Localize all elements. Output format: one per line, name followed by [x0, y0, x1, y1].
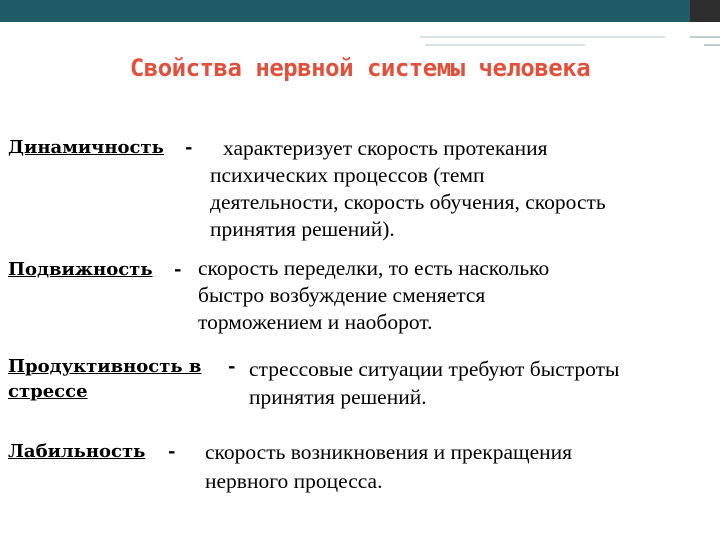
accent-line	[704, 44, 720, 46]
definition-line: деятельности, скорость обучения, скорость	[210, 190, 606, 214]
accent-line	[420, 36, 665, 38]
definition-line: психических процессов (темп	[210, 163, 485, 187]
definition-line: быстро возбуждение сменяется	[198, 283, 486, 307]
term-dash: -	[228, 356, 236, 377]
term-dash: -	[168, 441, 176, 462]
top-bar-dark-segment	[690, 0, 720, 22]
definition-line: принятия решений.	[249, 385, 427, 409]
definition-line: нервного процесса.	[205, 469, 383, 493]
term-dash: -	[185, 137, 193, 158]
definition-line: характеризует скорость протекания	[223, 136, 548, 160]
term-dinamichnost: Динамичность	[8, 137, 164, 158]
slide-title: Свойства нервной системы человека	[129, 54, 591, 82]
term-produktivnost-line2: стрессе	[8, 381, 88, 402]
accent-line	[690, 36, 720, 38]
accent-line	[425, 44, 585, 46]
term-labilnost: Лабильность	[8, 441, 146, 462]
slide-top-bar	[0, 0, 720, 22]
definition-line: стрессовые ситуации требуют быстроты	[249, 357, 620, 381]
definition-line: скорость переделки, то есть насколько	[198, 256, 550, 280]
definition-line: принятия решений).	[210, 217, 395, 241]
definition-line: скорость возникновения и прекращения	[205, 440, 573, 464]
term-dash: -	[174, 259, 182, 280]
term-produktivnost: Продуктивность в	[8, 356, 202, 377]
definition-line: торможением и наоборот.	[198, 310, 433, 334]
term-podvizhnost: Подвижность	[8, 259, 153, 280]
